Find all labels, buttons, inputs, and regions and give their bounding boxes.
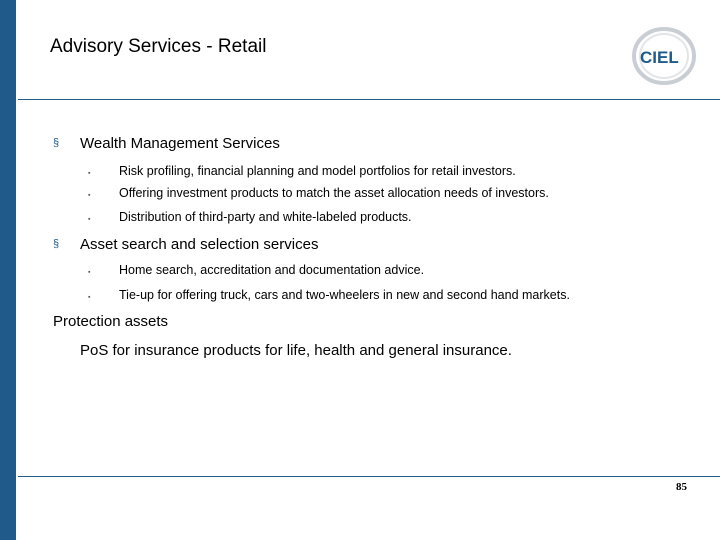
page-number: 85 (676, 481, 687, 493)
protection-heading: Protection assets (53, 313, 169, 330)
sub-item-investment-products: Offering investment products to match the asset allocation needs of investors. (119, 186, 549, 200)
left-accent-bar (0, 0, 16, 540)
logo-text: CIEL (640, 48, 679, 67)
bullet-icon: § (53, 137, 60, 149)
header-divider (18, 99, 720, 100)
slide-title: Advisory Services - Retail (50, 36, 267, 57)
sub-bullet-icon: ▪ (88, 269, 91, 276)
list-item-wealth-management: Wealth Management Services (80, 135, 280, 152)
sub-bullet-icon: ▪ (88, 294, 91, 301)
sub-item-risk-profiling: Risk profiling, financial planning and model portfolios for retail investors. (119, 164, 516, 178)
bullet-icon: § (53, 238, 60, 250)
sub-bullet-icon: ▪ (88, 192, 91, 199)
sub-bullet-icon: ▪ (88, 170, 91, 177)
protection-body: PoS for insurance products for life, health and general insurance. (80, 342, 512, 359)
sub-bullet-icon: ▪ (88, 216, 91, 223)
sub-item-vehicle-tie-up: Tie-up for offering truck, cars and two-wheelers in new and second hand markets. (119, 288, 570, 302)
sub-item-home-search: Home search, accreditation and documentation advice. (119, 263, 425, 277)
sub-item-distribution: Distribution of third-party and white-labeled products. (119, 210, 412, 224)
company-logo (630, 24, 708, 88)
footer-divider (18, 476, 720, 477)
list-item-asset-search: Asset search and selection services (80, 236, 319, 253)
